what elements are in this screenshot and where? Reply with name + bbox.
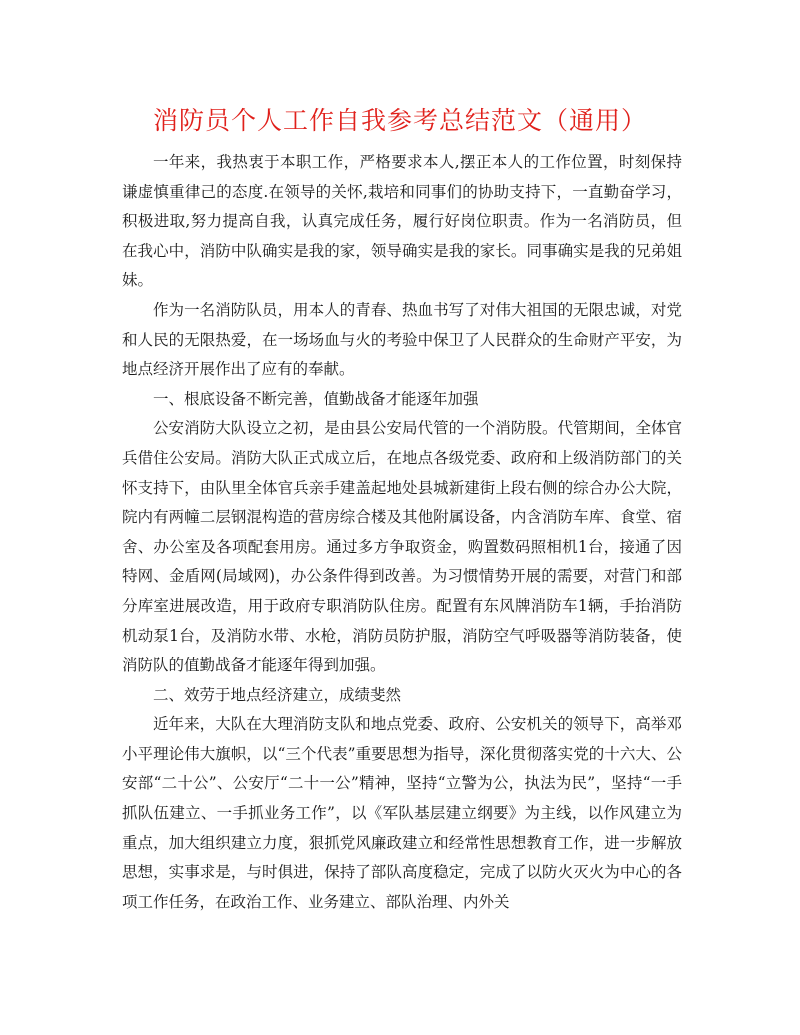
document-title: 消防员个人工作自我参考总结范文（通用） (152, 106, 647, 135)
paragraph: 公安消防大队设立之初，是由县公安局代管的一个消防股。代管期间，全体官兵借住公安局。消防大队正式成立后，在地点各级党委、政府和上级消防部门的关怀支持下，由队里全体官兵亲手建盖起地处县城新建街上段右侧的综合办公大院，院内有两幢二层钢混构造的营房综合楼及其他附属设备，内含消防车库、食堂、宿舍、办公室及各项配套用房。通过多方争取资金，购置数码照相机1台，接通了因特网、金盾网(局域网)，办公条件得到改善。为习惯情势开展的需要，对营门和部分库室进展改造，用于政府专职消防队住房。配置有东风牌消防车1辆，手抬消防机动泵1台，及消防水带、水枪，消防员防护服，消防空气呼吸器等消防装备，使消防队的值勤战备才能逐年得到加强。 (122, 419, 682, 675)
document-body (122, 148, 682, 917)
paragraph: 近年来，大队在大理消防支队和地点党委、政府、公安机关的领导下，高举邓小平理论伟大旗帜，以“三个代表”重要思想为指导，深化贯彻落实党的十六大、公安部“二十公”、公安厅“二十一公”精神，坚持“立警为公，执法为民”，坚持“一手抓队伍建立、一手抓业务工作”，以《军队基层建立纲要》为主线，以作风建立为重点，加大组织建立力度，狠抓党风廉政建立和经常性思想教育工作，进一步解放思想，实事求是，与时俱进，保持了部队高度稳定，完成了以防火灭火为中心的各项工作任务，在政治工作、业务建立、部队治理、内外关 (122, 715, 682, 911)
section-heading: 二、效劳于地点经济建立，成绩斐然 (153, 685, 402, 704)
paragraph: 作为一名消防队员，用本人的青春、热血书写了对伟大祖国的无限忠诚，对党和人民的无限热爱，在一场场血与火的考验中保卫了人民群众的生命财产平安，为地点经济开展作出了应有的奉献。 (122, 300, 682, 379)
paragraph: 一年来，我热衷于本职工作，严格要求本人,摆正本人的工作位置，时刻保持谦虚慎重律己的态度.在领导的关怀,栽培和同事们的协助支持下，一直勤奋学习，积极进取,努力提高自我，认真完成任务，履行好岗位职责。作为一名消防员，但在我心中，消防中队确实是我的家，领导确实是我的家长。同事确实是我的兄弟姐妹。 (122, 153, 682, 290)
section-heading: 一、根底设备不断完善，值勤战备才能逐年加强 (153, 389, 479, 408)
